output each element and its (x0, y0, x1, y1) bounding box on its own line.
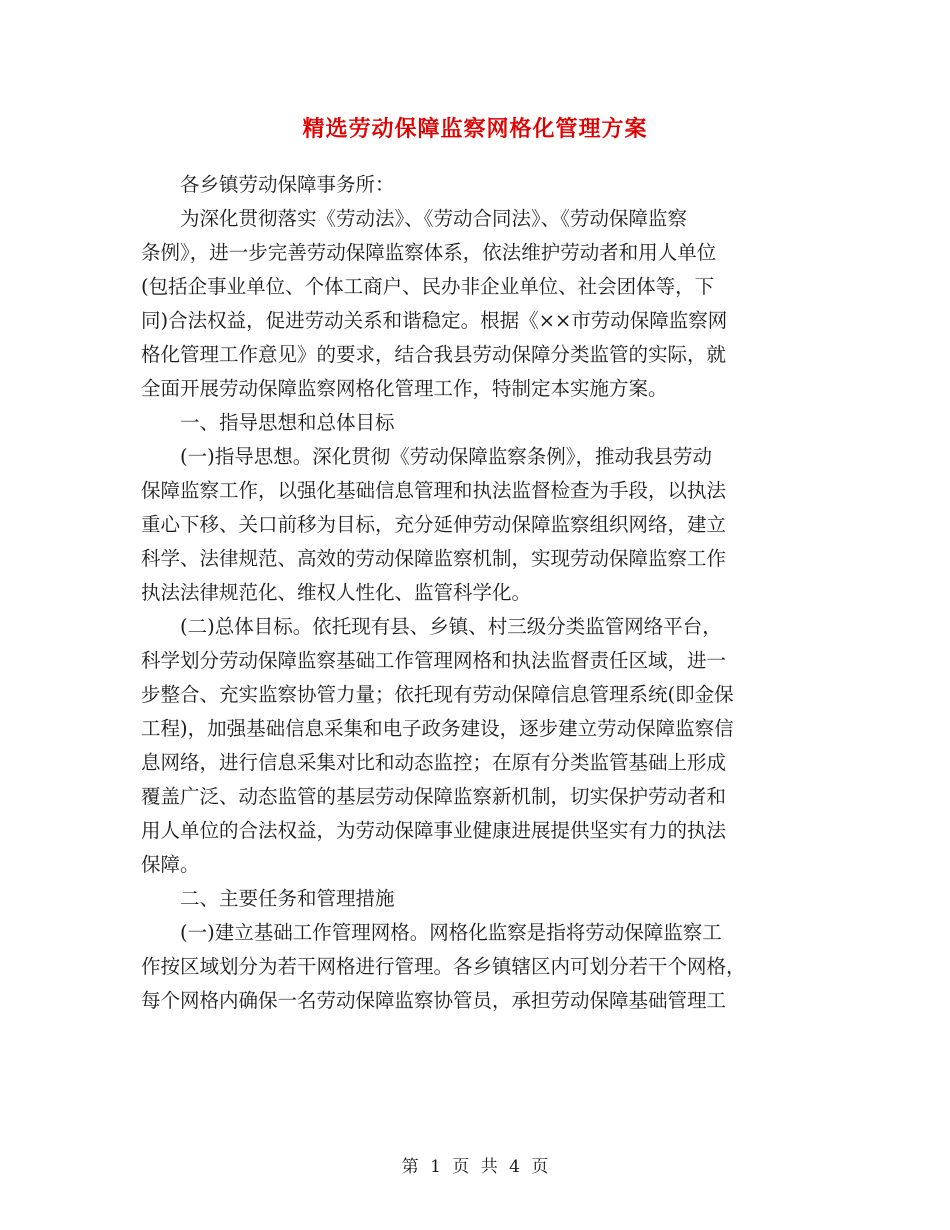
text-line: 为深化贯彻落实《劳动法》、《劳动合同法》、《劳动保障监察 (141, 207, 688, 230)
text-line: (包括企事业单位、个体工商户、民办非企业单位、社会团体等，下 (141, 275, 715, 298)
text-line: 全面开展劳动保障监察网格化管理工作，特制定本实施方案。 (141, 377, 668, 400)
document-body (141, 168, 806, 1018)
text-line: 各乡镇劳动保障事务所： (141, 173, 395, 196)
text-line: 步整合、充实监察协管力量；依托现有劳动保障信息管理系统(即金保 (141, 683, 734, 706)
text-line: 保障。 (141, 853, 200, 876)
text-line: 用人单位的合法权益，为劳动保障事业健康进展提供坚实有力的执法 (141, 819, 727, 842)
text-line: 工程)，加强基础信息采集和电子政务建设，逐步建立劳动保障监察信 (141, 717, 734, 740)
text-line: 同)合法权益，促进劳动关系和谐稳定。根据《××市劳动保障监察网 (141, 309, 728, 332)
text-line: 作按区域划分为若干网格进行管理。各乡镇辖区内可划分若干个网格， (141, 955, 746, 978)
text-line: 息网络，进行信息采集对比和动态监控；在原有分类监管基础上形成 (141, 751, 727, 774)
text-line: (一)指导思想。深化贯彻《劳动保障监察条例》，推动我县劳动 (141, 445, 712, 468)
section-heading: 二、主要任务和管理措施 (141, 887, 395, 910)
text-line: 科学、法律规范、高效的劳动保障监察机制，实现劳动保障监察工作 (141, 547, 727, 570)
text-line: 每个网格内确保一名劳动保障监察协管员，承担劳动保障基础管理工 (141, 989, 727, 1012)
text-line: (一)建立基础工作管理网格。网格化监察是指将劳动保障监察工 (141, 921, 722, 944)
text-line: 科学划分劳动保障监察基础工作管理网格和执法监督责任区域，进一 (141, 649, 727, 672)
section-heading: 一、指导思想和总体目标 (141, 411, 395, 434)
text-line: 条例》，进一步完善劳动保障监察体系，依法维护劳动者和用人单位 (141, 241, 717, 264)
text-line: 格化管理工作意见》的要求，结合我县劳动保障分类监管的实际，就 (141, 343, 727, 366)
text-line: (二)总体目标。依托现有县、乡镇、村三级分类监管网络平台， (141, 615, 722, 638)
text-line: 重心下移、关口前移为目标，充分延伸劳动保障监察组织网络，建立 (141, 513, 727, 536)
text-line: 覆盖广泛、动态监管的基层劳动保障监察新机制，切实保护劳动者和 (141, 785, 727, 808)
page-footer: 第 1 页 共 4 页 (401, 1157, 549, 1177)
document-title: 精选劳动保障监察网格化管理方案 (302, 117, 648, 142)
text-line: 保障监察工作，以强化基础信息管理和执法监督检查为手段，以执法 (141, 479, 727, 502)
text-line: 执法法律规范化、维权人性化、监管科学化。 (141, 581, 532, 604)
